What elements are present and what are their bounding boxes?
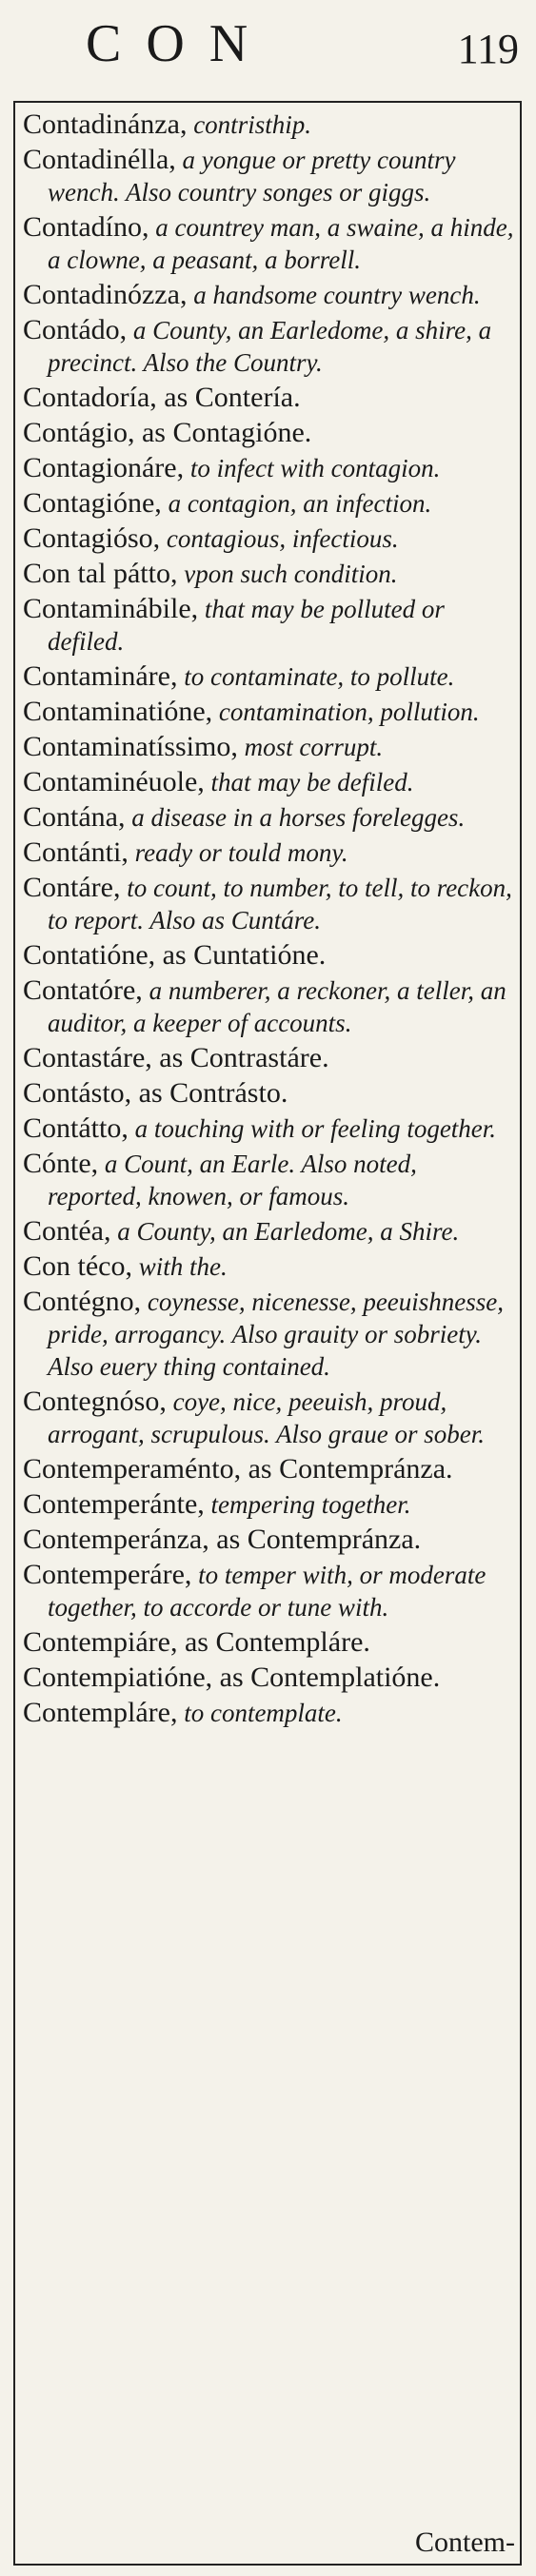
entry-definition: a disease in a horses forelegges.: [125, 803, 466, 832]
entry-headword: Contadíno,: [23, 211, 149, 243]
entry-headword: Contatóre,: [23, 974, 143, 1006]
entry-headword: Contáre,: [23, 872, 121, 903]
dictionary-entry: [23, 279, 514, 311]
dictionary-entry: [23, 522, 514, 555]
entry-headword: Contaminéuole,: [23, 766, 205, 797]
entry-definition: a contagion, an infection.: [161, 489, 432, 518]
entry-definition: contamination, pollution.: [212, 698, 480, 726]
dictionary-entry: [23, 1148, 514, 1212]
entry-headword: Contagióne,: [23, 487, 162, 519]
dictionary-entry: [23, 144, 514, 208]
dictionary-entry: [23, 452, 514, 484]
entry-headword: Contemperánza, as Contempránza.: [23, 1524, 422, 1555]
entry-definition: ready or tould mony.: [128, 838, 348, 867]
entry-headword: Contemperánte,: [23, 1488, 205, 1520]
dictionary-entry: [23, 731, 514, 763]
dictionary-entry: [23, 314, 514, 379]
dictionary-entry: [23, 1112, 514, 1145]
dictionary-entry: [23, 836, 514, 869]
dictionary-entry: [23, 974, 514, 1039]
entry-headword: Contéa,: [23, 1215, 111, 1247]
dictionary-entry: [23, 1488, 514, 1521]
entry-headword: Contempiatióne, as Contemplatióne.: [23, 1662, 441, 1693]
dictionary-entry: [23, 1697, 514, 1729]
entry-definition: a yongue or pretty country wench. Also country songes or giggs.: [48, 146, 456, 206]
entry-headword: Contégno,: [23, 1286, 142, 1317]
dictionary-entry: [23, 558, 514, 590]
entry-definition: a handsome country wench.: [187, 281, 481, 309]
entry-headword: Contamináre,: [23, 660, 178, 692]
dictionary-entry: [23, 1215, 514, 1248]
dictionary-entry: [23, 801, 514, 834]
entry-definition: contagious, infectious.: [160, 524, 399, 553]
dictionary-entry: [23, 766, 514, 798]
dictionary-entry: [23, 1042, 514, 1074]
entry-headword: Contátto,: [23, 1112, 129, 1144]
entry-definition: to temper with, or moderate together, to accorde or tune with.: [48, 1561, 486, 1622]
dictionary-entry: [23, 660, 514, 693]
entry-definition: a Count, an Earle. Also noted, reported, knowen, or famous.: [48, 1150, 417, 1210]
entry-headword: Contaminatióne,: [23, 696, 213, 727]
entry-definition: a touching with or feeling together.: [128, 1114, 497, 1143]
entry-headword: Cónte,: [23, 1148, 99, 1179]
dictionary-entry: [23, 211, 514, 276]
running-header: [0, 13, 536, 80]
entry-headword: Contaminábile,: [23, 593, 199, 624]
entry-definition: a County, an Earledome, a Shire.: [110, 1217, 460, 1246]
entry-headword: Contána,: [23, 801, 126, 833]
dictionary-entry: [23, 939, 514, 972]
dictionary-entry: [23, 593, 514, 658]
entry-headword: Contagionáre,: [23, 452, 185, 483]
dictionary-entry: [23, 487, 514, 520]
entry-headword: Con téco,: [23, 1250, 132, 1282]
entry-definition: coynesse, nicenesse, peeuishnesse, pride, arrogancy. Also grauity or sobriety. Also euery thing contained.: [48, 1288, 505, 1381]
entry-headword: Contegnóso,: [23, 1386, 167, 1417]
dictionary-entry: [23, 696, 514, 728]
entry-headword: Con tal pátto,: [23, 558, 178, 589]
entry-definition: vpon such condition.: [177, 560, 398, 588]
entry-definition: to contaminate, to pollute.: [177, 662, 455, 691]
dictionary-entry: [23, 872, 514, 936]
entry-headword: Contatióne, as Cuntatióne.: [23, 939, 327, 971]
entry-definition: to infect with contagion.: [184, 454, 441, 482]
catchword: Contem-: [415, 2527, 515, 2558]
entry-headword: Contagióso,: [23, 522, 161, 554]
header-word: CON: [86, 14, 273, 73]
entry-headword: Contaminatíssimo,: [23, 731, 238, 762]
entry-headword: Contágio, as Contagióne.: [23, 417, 312, 448]
dictionary-entry: [23, 1286, 514, 1383]
entry-definition: to count, to number, to tell, to reckon, to report. Also as Cuntáre.: [48, 874, 512, 934]
entry-definition: a numberer, a reckoner, a teller, an auditor, a keeper of accounts.: [48, 976, 506, 1037]
entry-definition: to contemplate.: [177, 1699, 343, 1727]
dictionary-entry: [23, 1077, 514, 1110]
page-number: 119: [457, 26, 519, 72]
dictionary-entry: [23, 108, 514, 141]
entry-headword: Contempiáre, as Contempláre.: [23, 1626, 370, 1658]
entry-headword: Contadinélla,: [23, 144, 176, 175]
dictionary-entry: [23, 1626, 514, 1659]
entry-headword: Contánti,: [23, 836, 129, 868]
entry-headword: Contastáre, as Contrastáre.: [23, 1042, 329, 1073]
entry-definition: that may be polluted or defiled.: [48, 595, 445, 656]
entry-headword: Contádo,: [23, 314, 128, 345]
dictionary-entry: [23, 1524, 514, 1556]
dictionary-entry: [23, 1453, 514, 1485]
entry-definition: a County, an Earledome, a shire, a precinct. Also the Country.: [48, 316, 492, 377]
entry-headword: Contemperáre,: [23, 1559, 192, 1590]
entry-headword: Contásto, as Contrásto.: [23, 1077, 288, 1109]
entry-definition: contristhip.: [187, 110, 311, 139]
dictionary-entry: [23, 1386, 514, 1450]
dictionary-entry: [23, 382, 514, 414]
entry-definition: most corrupt.: [237, 733, 384, 761]
entry-definition: with the.: [131, 1252, 228, 1281]
entry-headword: Contemperaménto, as Contempránza.: [23, 1453, 453, 1485]
dictionary-entry: [23, 1662, 514, 1694]
entry-headword: Contadinózza,: [23, 279, 188, 310]
entry-list: [23, 108, 514, 1732]
entry-definition: coye, nice, peeuish, proud, arrogant, scrupulous. Also graue or sober.: [48, 1387, 486, 1448]
entry-definition: a countrey man, a swaine, a hinde, a clowne, a peasant, a borrell.: [48, 213, 514, 274]
dictionary-entry: [23, 1250, 514, 1283]
entry-headword: Contadinánza,: [23, 108, 188, 140]
entry-definition: that may be defiled.: [204, 768, 414, 796]
entry-definition: tempering together.: [204, 1490, 411, 1519]
entry-headword: Contadoría, as Contería.: [23, 382, 301, 413]
dictionary-entry: [23, 1559, 514, 1623]
entry-headword: Contempláre,: [23, 1697, 178, 1728]
dictionary-entry: [23, 417, 514, 449]
